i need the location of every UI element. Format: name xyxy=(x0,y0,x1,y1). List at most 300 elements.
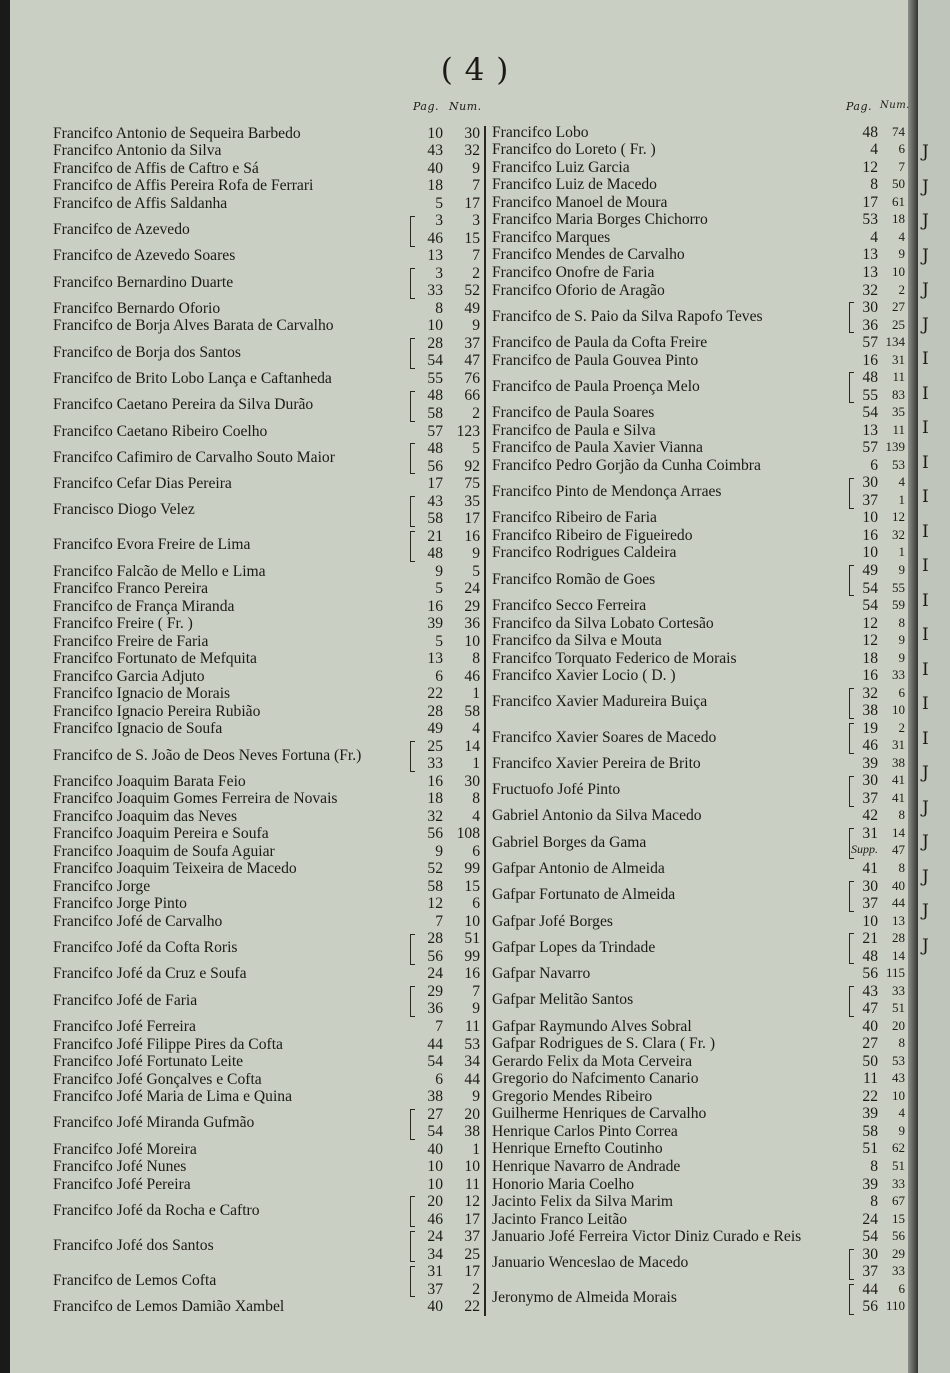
number-ref: 33 xyxy=(892,982,905,998)
number-ref: 4 xyxy=(898,1105,905,1121)
number-ref: 62 xyxy=(892,1140,905,1156)
index-entry xyxy=(0,247,950,265)
page-ref: 24 xyxy=(427,1228,443,1246)
number-ref: 13 xyxy=(892,912,905,928)
page-ref: 39 xyxy=(862,754,878,772)
number-ref: 24 xyxy=(464,580,480,598)
entry-name: Francifco Xavier Locio ( D. ) xyxy=(492,667,676,685)
entry-name: Francifco Xavier Soares de Macedo xyxy=(492,728,717,746)
number-ref: 32 xyxy=(464,142,480,160)
page-ref: 18 xyxy=(427,790,443,808)
entry-name: Francifco Maria Borges Chichorro xyxy=(492,211,708,229)
page-ref: 47 xyxy=(862,1000,878,1018)
next-page-letter: I xyxy=(922,418,929,438)
page-ref: 12 xyxy=(427,895,443,913)
num-header: Num. xyxy=(449,100,482,113)
index-entry xyxy=(0,773,950,808)
next-page-letter: I xyxy=(922,625,929,645)
multi-ref-bracket xyxy=(849,933,854,964)
number-ref: 2 xyxy=(898,719,905,735)
page-ref: 58 xyxy=(427,877,443,895)
number-ref: 53 xyxy=(464,1035,480,1053)
page-ref: 27 xyxy=(427,1105,443,1123)
page-ref: 21 xyxy=(862,930,878,948)
entry-name: Gabriel Borges da Gama xyxy=(492,833,647,851)
page-ref: 34 xyxy=(427,1245,443,1263)
entry-name: Francifco Jofé Ferreira xyxy=(53,1018,196,1036)
entry-name: Francifco Jofé da Cruz e Soufa xyxy=(53,965,247,983)
number-ref: 31 xyxy=(892,737,905,753)
entry-name: Francifco Ribeiro de Faria xyxy=(492,509,657,527)
next-page-letter: J xyxy=(922,142,929,162)
page-ref: 5 xyxy=(435,194,443,212)
page-ref: 37 xyxy=(427,1280,443,1298)
page-ref: 21 xyxy=(427,527,443,545)
multi-ref-bracket xyxy=(849,986,854,1017)
index-entry xyxy=(0,632,950,650)
index-entry xyxy=(0,457,950,475)
index-entry xyxy=(0,475,950,510)
entry-name: Gafpar Raymundo Alves Sobral xyxy=(492,1017,692,1035)
next-page-letter: I xyxy=(922,452,929,473)
page-ref: 37 xyxy=(862,491,878,509)
page-ref: 43 xyxy=(427,142,443,160)
index-entry xyxy=(0,212,950,230)
next-page-letter: I xyxy=(922,659,929,680)
entry-name: Francifco de Paula Soares xyxy=(492,404,655,422)
entry-name: Jacinto Felix da Silva Marim xyxy=(492,1193,674,1211)
number-ref: 9 xyxy=(472,1088,480,1106)
entry-name: Francifco Joaquim Pereira e Soufa xyxy=(53,825,269,843)
index-entry xyxy=(0,229,950,247)
number-ref: 44 xyxy=(464,1070,480,1088)
entry-name: Gafpar Rodrigues de S. Clara ( Fr. ) xyxy=(492,1035,716,1053)
page-ref: 22 xyxy=(862,1087,878,1105)
number-ref: 134 xyxy=(885,334,905,350)
index-entry xyxy=(0,264,950,282)
number-ref: 99 xyxy=(464,947,480,965)
number-ref: 92 xyxy=(464,457,480,475)
index-entry xyxy=(0,440,950,458)
page-ref: 27 xyxy=(862,1035,878,1053)
page-ref: 48 xyxy=(862,947,878,965)
page-ref: 29 xyxy=(427,982,443,1000)
entry-name: Francifco Ribeiro de Figueiredo xyxy=(492,526,693,544)
page-ref: 54 xyxy=(862,579,878,597)
index-entry xyxy=(0,159,950,177)
page-ref: 24 xyxy=(427,965,443,983)
entry-name: Francifco Jofé Pereira xyxy=(53,1175,191,1193)
entry-name: Francifco Jofé Miranda Gufmão xyxy=(53,1114,255,1132)
page-ref: 56 xyxy=(427,457,443,475)
entry-name: Francifco Freire ( Fr. ) xyxy=(53,615,193,633)
multi-ref-bracket xyxy=(849,828,854,859)
page-ref: 9 xyxy=(435,842,443,860)
entry-name: Francifco Jofé de Faria xyxy=(53,991,198,1009)
entry-name: Francifco Pedro Gorjão da Cunha Coimbra xyxy=(492,456,761,474)
number-ref: 61 xyxy=(892,193,905,209)
number-ref: 99 xyxy=(464,860,480,878)
entry-name: Gafpar Antonio de Almeida xyxy=(492,860,665,877)
entry-name: Francifco Romão de Goes xyxy=(492,570,656,588)
number-ref: 38 xyxy=(464,1123,480,1141)
page-ref: 30 xyxy=(862,877,878,895)
number-ref: 17 xyxy=(464,1263,480,1281)
page-ref: 56 xyxy=(862,1298,878,1316)
number-ref: 6 xyxy=(472,842,480,860)
page-ref: 5 xyxy=(435,632,443,650)
number-ref: 8 xyxy=(472,650,480,668)
entry-name: Francifco de Paula da Cofta Freire xyxy=(492,334,708,352)
number-ref: 47 xyxy=(464,352,480,370)
page-ref: 30 xyxy=(862,1245,878,1263)
index-entry xyxy=(0,177,950,195)
entry-name: Francifco da Silva Lobato Cortesão xyxy=(492,614,714,632)
multi-ref-bracket xyxy=(849,1249,854,1280)
next-page-letter: J xyxy=(922,280,929,300)
index-entry xyxy=(0,1228,950,1246)
entry-name: Francifco de Paula Gouvea Pinto xyxy=(492,351,699,369)
entry-name: Francifco de Paula Xavier Vianna xyxy=(492,439,703,457)
number-ref: 52 xyxy=(464,282,480,300)
page-ref: 56 xyxy=(427,947,443,965)
index-entry xyxy=(0,1158,950,1176)
next-page-letter: J xyxy=(922,935,929,956)
number-ref: 15 xyxy=(464,229,480,247)
multi-ref-bracket xyxy=(849,565,854,596)
page-ref: 8 xyxy=(870,1158,878,1175)
entry-name: Francisco Diogo Velez xyxy=(53,501,195,519)
entry-name: Guilherme Henriques de Carvalho xyxy=(492,1105,707,1123)
index-entry xyxy=(0,352,950,370)
multi-ref-bracket xyxy=(849,776,854,807)
entry-name: Francifco de Affis Saldanha xyxy=(53,194,228,212)
number-ref: 41 xyxy=(892,789,905,805)
index-entry xyxy=(0,1106,950,1124)
entry-name: Francifco Jofé dos Santos xyxy=(53,1236,214,1254)
number-ref: 17 xyxy=(464,194,480,212)
page-ref: 13 xyxy=(427,650,443,668)
entry-name: Francifco Jofé da Cofta Roris xyxy=(53,939,238,957)
number-ref: 108 xyxy=(456,825,480,843)
index-entry xyxy=(0,983,950,1018)
multi-ref-bracket xyxy=(849,688,854,719)
page-ref: 18 xyxy=(427,177,443,195)
index-entry xyxy=(0,1123,950,1141)
index-entry xyxy=(0,650,950,668)
page-ref: 13 xyxy=(862,421,878,439)
number-ref: 15 xyxy=(892,1210,905,1226)
page-ref: 53 xyxy=(862,211,878,229)
entry-name: Francifco Cefar Dias Pereira xyxy=(53,475,232,493)
index-entry xyxy=(0,299,950,334)
index-entry xyxy=(0,1036,950,1054)
page-ref: 49 xyxy=(862,562,878,579)
page-ref: 50 xyxy=(862,1052,878,1070)
number-ref: 1 xyxy=(472,755,480,773)
index-entry xyxy=(0,878,950,913)
number-ref: 9 xyxy=(472,159,480,177)
number-ref: 6 xyxy=(898,141,905,157)
number-ref: 53 xyxy=(892,456,905,472)
page-ref: 33 xyxy=(427,282,443,300)
entry-name: Francifco Jorge xyxy=(53,877,151,895)
number-ref: 18 xyxy=(892,211,905,227)
index-entry xyxy=(0,369,950,404)
page-ref: 25 xyxy=(427,737,443,755)
page-ref: 8 xyxy=(870,176,878,194)
index-entry xyxy=(0,685,950,720)
entry-name: Francifco Xavier Madureira Buiça xyxy=(492,693,708,711)
entry-name: Francifco de Affis de Caftro e Sá xyxy=(53,159,259,177)
entry-name: Francifco da Silva e Mouta xyxy=(492,632,662,650)
entry-name: Francifco Xavier Pereira de Brito xyxy=(492,754,701,772)
index-entry xyxy=(0,282,950,300)
entry-name: Francifco Bernardino Duarte xyxy=(53,273,234,291)
index-entry xyxy=(0,1018,950,1036)
number-ref: 14 xyxy=(892,947,905,963)
page-ref: 43 xyxy=(427,492,443,510)
number-ref: 14 xyxy=(892,824,905,840)
entry-name: Francifco Jorge Pinto xyxy=(53,895,187,913)
page-ref: 24 xyxy=(862,1210,878,1228)
page-ref: 54 xyxy=(862,1228,878,1246)
page-ref: 10 xyxy=(427,1158,443,1176)
number-ref: 16 xyxy=(464,965,480,983)
page-ref: 41 xyxy=(862,860,878,877)
next-page-letter: I xyxy=(922,728,929,749)
page-ref: 44 xyxy=(427,1035,443,1053)
page-ref: 20 xyxy=(427,1193,443,1211)
entry-name: Gregorio Mendes Ribeiro xyxy=(492,1087,653,1105)
number-ref: 7 xyxy=(472,247,480,265)
number-ref: 75 xyxy=(464,475,480,493)
entry-name: Francifco de Azevedo Soares xyxy=(53,247,236,265)
entry-name: Francifco Pinto de Mendonça Arraes xyxy=(492,483,722,501)
page-ref: 30 xyxy=(862,299,878,317)
number-ref: 115 xyxy=(885,965,905,981)
entry-name: Francifco Jofé de Carvalho xyxy=(53,912,223,930)
entry-name: Francifco Onofre de Faria xyxy=(492,264,655,281)
number-ref: 46 xyxy=(464,667,480,685)
entry-name: Francifco do Loreto ( Fr. ) xyxy=(492,141,656,159)
entry-name: Jacinto Franco Leitão xyxy=(492,1210,628,1228)
number-ref: 22 xyxy=(464,1298,480,1316)
page-ref: 36 xyxy=(862,316,878,334)
next-page-letter: J xyxy=(922,314,929,335)
entry-name: Francifco Franco Pereira xyxy=(53,580,209,598)
page-ref: 10 xyxy=(862,912,878,930)
page-ref: 16 xyxy=(427,597,443,615)
page-ref: 17 xyxy=(862,193,878,211)
entry-name: Francifco Secco Ferreira xyxy=(492,597,647,615)
entry-name: Francifco de Azevedo xyxy=(53,221,190,239)
page-ref: 44 xyxy=(862,1280,878,1298)
page-ref: 12 xyxy=(862,158,878,176)
entry-name: Francifco Bernardo Oforio xyxy=(53,299,221,317)
multi-ref-bracket xyxy=(849,478,854,509)
entry-name: Gafpar Melitão Santos xyxy=(492,991,634,1009)
page-ref: 3 xyxy=(435,212,443,230)
number-ref: 37 xyxy=(464,334,480,352)
index-entry xyxy=(0,860,950,878)
index-entry xyxy=(0,562,950,597)
entry-name: Francifco de Lemos Damião Xambel xyxy=(53,1298,285,1316)
number-ref: 51 xyxy=(464,930,480,948)
number-ref: 4 xyxy=(898,228,905,244)
page-ref: 48 xyxy=(862,369,878,387)
page-ref: 12 xyxy=(862,614,878,632)
index-entry xyxy=(0,334,950,352)
page-ref: 55 xyxy=(862,386,878,404)
index-entry xyxy=(0,527,950,545)
next-page-letter: J xyxy=(922,866,929,887)
entry-name: Francifco Joaquim Gomes Ferreira de Novais xyxy=(53,790,338,808)
page-ref: 38 xyxy=(862,702,878,720)
index-entry xyxy=(0,720,950,755)
page-ref: 55 xyxy=(427,369,443,387)
number-ref: 2 xyxy=(472,1280,480,1298)
number-ref: 110 xyxy=(885,1298,905,1314)
page-ref: 37 xyxy=(862,895,878,913)
number-ref: 10 xyxy=(464,1158,480,1176)
index-entry xyxy=(0,1193,950,1211)
entry-name: Francifco de Paula e Silva xyxy=(492,421,656,439)
number-ref: 9 xyxy=(898,1122,905,1138)
entry-name: Francifco Oforio de Aragão xyxy=(492,281,665,299)
page-ref: 54 xyxy=(427,1053,443,1071)
number-ref: 9 xyxy=(898,246,905,262)
page-ref: 43 xyxy=(862,982,878,1000)
entry-name: Francifco Jofé Nunes xyxy=(53,1158,187,1176)
page-ref: 58 xyxy=(862,1122,878,1140)
page-ref: 11 xyxy=(862,1070,878,1088)
number-ref: 74 xyxy=(892,123,905,139)
page-ref: 32 xyxy=(862,281,878,299)
number-ref: 8 xyxy=(898,807,905,823)
entry-name: Francifco Jofé Maria de Lima e Quina xyxy=(53,1088,293,1106)
number-ref: 83 xyxy=(892,386,905,402)
number-ref: 3 xyxy=(472,212,480,230)
next-page-letter: I xyxy=(922,349,929,369)
number-ref: 7 xyxy=(898,158,905,174)
page-ref: 9 xyxy=(435,562,443,580)
entry-name: Francifco Garcia Adjuto xyxy=(53,667,205,685)
number-ref: 9 xyxy=(898,562,905,577)
number-ref: 36 xyxy=(464,615,480,633)
number-ref: 51 xyxy=(892,1158,905,1173)
next-page-letter: J xyxy=(922,901,929,921)
entry-name: Francifco Marques xyxy=(492,228,611,246)
next-page-letter: I xyxy=(922,694,929,714)
index-entry xyxy=(0,194,950,212)
page-ref: 39 xyxy=(862,1175,878,1193)
page-ref: 38 xyxy=(427,1088,443,1106)
entry-name: Francifco Joaquim das Neves xyxy=(53,807,238,825)
page-ref: 7 xyxy=(435,912,443,930)
entry-name: Francifco Joaquim Barata Feio xyxy=(53,772,246,790)
number-ref: 32 xyxy=(892,526,905,542)
number-ref: 6 xyxy=(898,684,905,700)
number-ref: 10 xyxy=(464,912,480,930)
entry-name: Francifco Falcão de Mello e Lima xyxy=(53,562,266,580)
page-ref: 30 xyxy=(862,772,878,790)
index-entry xyxy=(0,667,950,685)
number-ref: 33 xyxy=(892,1263,905,1279)
number-ref: 43 xyxy=(892,1070,905,1086)
index-entry xyxy=(0,825,950,860)
page-ref: 12 xyxy=(862,632,878,650)
page-ref: 46 xyxy=(427,229,443,247)
entry-name: Francifco Ignacio Pereira Rubião xyxy=(53,702,261,720)
number-ref: 17 xyxy=(464,1210,480,1228)
page-ref: 4 xyxy=(870,141,878,159)
entry-name: Francifco Jofé Gonçalves e Cofta xyxy=(53,1070,262,1088)
number-ref: 35 xyxy=(892,404,905,420)
entry-name: Gafpar Fortunato de Almeida xyxy=(492,886,676,904)
index-entry xyxy=(0,1088,950,1106)
index-entry xyxy=(0,142,950,160)
page-ref: 54 xyxy=(427,1123,443,1141)
entry-name: Francifco de Borja Alves Barata de Carvalho xyxy=(53,317,334,335)
page-ref: 46 xyxy=(427,1210,443,1228)
number-ref: 1 xyxy=(472,1140,480,1158)
index-entry xyxy=(0,404,950,422)
page-ref: 31 xyxy=(427,1263,443,1281)
number-ref: 25 xyxy=(892,316,905,332)
page-ref: 56 xyxy=(427,825,443,843)
number-ref: 1 xyxy=(472,685,480,703)
entry-name: Francifco Antonio de Sequeira Barbedo xyxy=(53,124,301,142)
next-page-letter: I xyxy=(922,383,929,404)
entry-name: Francifco Joaquim Teixeira de Macedo xyxy=(53,860,297,878)
page-ref: 32 xyxy=(862,684,878,702)
number-ref: 20 xyxy=(892,1017,905,1033)
entry-name: Gregorio do Nafcimento Canario xyxy=(492,1070,699,1088)
page-ref: 4 xyxy=(870,228,878,246)
multi-ref-bracket xyxy=(849,723,854,754)
number-ref: 139 xyxy=(885,439,905,455)
page-ref: 30 xyxy=(862,474,878,492)
entry-name: Januario Wenceslao de Macedo xyxy=(492,1254,689,1272)
number-ref: 55 xyxy=(892,579,905,595)
index-entry xyxy=(0,422,950,440)
index-entry xyxy=(0,1176,950,1194)
page-ref: 13 xyxy=(427,247,443,265)
entry-name: Francifco Fortunato de Mefquita xyxy=(53,650,257,668)
page-ref: 6 xyxy=(870,456,878,474)
page-ref: 10 xyxy=(427,124,443,142)
next-page-letter: J xyxy=(922,797,929,818)
entry-name: Francifco Torquato Federico de Morais xyxy=(492,649,737,667)
entry-name: Francifco Ignacio de Morais xyxy=(53,685,231,703)
number-ref: 67 xyxy=(892,1193,905,1209)
page-ref: 32 xyxy=(427,807,443,825)
entry-name: Francifco Manoel de Moura xyxy=(492,193,668,211)
page-ref: 28 xyxy=(427,702,443,720)
entry-name: Januario Jofé Ferreira Victor Diniz Curado e Reis xyxy=(492,1228,802,1246)
number-ref: 76 xyxy=(464,369,480,387)
next-page-letter: I xyxy=(922,487,929,507)
index-entry xyxy=(0,1246,950,1281)
entry-name: Henrique Ernefto Coutinho xyxy=(492,1140,663,1158)
number-ref: 8 xyxy=(898,1035,905,1051)
number-ref: 6 xyxy=(898,1280,905,1296)
number-ref: 30 xyxy=(464,772,480,790)
next-page-letter: J xyxy=(922,245,929,266)
number-ref: 2 xyxy=(898,281,905,297)
entry-name: Francifco Jofé Fortunato Leite xyxy=(53,1053,244,1071)
